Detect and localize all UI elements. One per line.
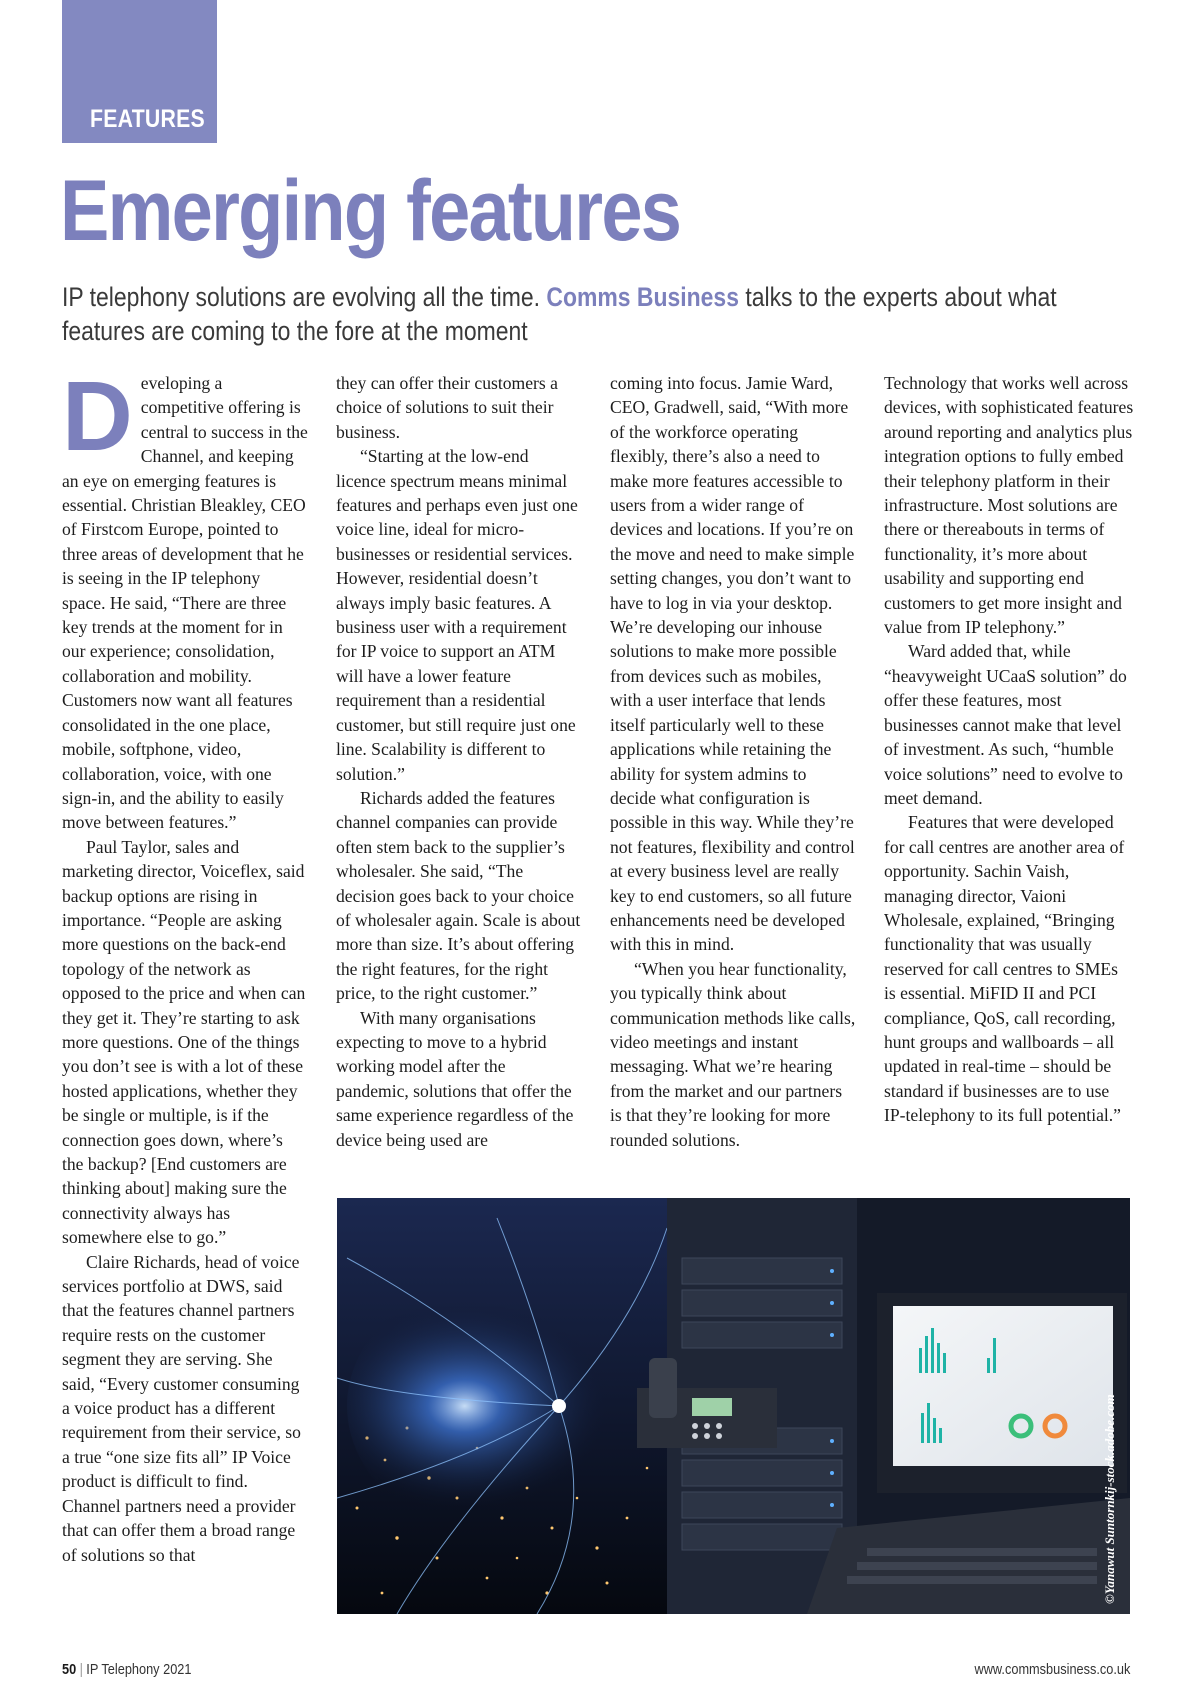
dropcap: D (62, 361, 133, 471)
website-url[interactable]: www.commsbusiness.co.uk (974, 1661, 1130, 1678)
photo-illustration (337, 1198, 1130, 1614)
article-column-2 (336, 371, 582, 1152)
article-paragraph: “When you hear functionality, you typically think about communication methods like calls, video meetings and instant messaging. What we’re hearing from the market and our partners is that they’re looking for more rounded solutions. (610, 958, 856, 1150)
article-column-1 (62, 361, 308, 1567)
standfirst-text-end: talks to the experts about what features are coming to the fore at the moment (62, 282, 1057, 346)
phone-display (692, 1398, 732, 1416)
photo-credit: ©Yanawut Suntornkij-stock.adobe.com (1102, 1394, 1117, 1604)
article-paragraph: Richards added the features channel companies can provide often stem back to the supplier’s wholesaler. She said, “The decision goes back to your choice of wholesaler again. Scale is about more than size. It’s about offering the right features, for the right price, to the right customer.” (336, 787, 581, 1004)
headline: Emerging features (60, 163, 681, 259)
standfirst (62, 280, 1116, 348)
publication-name: IP Telephony 2021 (86, 1661, 192, 1678)
standfirst-text-start: IP telephony solutions are evolving all the time. (62, 282, 547, 312)
page-footer-left (62, 1661, 191, 1678)
article-paragraph: Ward added that, while “heavyweight UCaaS solution” do offer these features, most businesses cannot make that level of investment. As such, “humble voice solutions” need to evolve to meet demand. (884, 641, 1127, 808)
network-hub (552, 1399, 566, 1413)
page-number: 50 (62, 1661, 77, 1678)
footer-separator: | (79, 1661, 83, 1678)
section-tag (62, 0, 217, 143)
article-paragraph: they can offer their customers a choice of solutions to suit their business. (336, 373, 558, 442)
article-paragraph: With many organisations expecting to move to a hybrid working model after the pandemic, solutions that offer the same experience regardless of the device being used are (336, 1007, 574, 1150)
article-paragraph: coming into focus. Jamie Ward, CEO, Gradwell, said, “With more of the workforce operating flexibly, there’s also a need to make more features accessible to users from a wider range of devices and locations. If you’re on the move and need to make simple setting changes, you don’t want to have to log in via your desktop. We’re developing our inhouse solutions to make more possible from devices such as mobiles, with a user interface that lends itself particularly well to these applications while retaining the ability for system admins to decide what configuration is possible in this way. While they’re not features, flexibility and control at every business level are really key to end customers, so all future enhancements need be developed with this in mind. (610, 373, 855, 955)
section-label: FEATURES (90, 105, 205, 133)
article-paragraph: Features that were developed for call centres are another area of opportunity. Sachin Vaish, managing director, Vaioni Wholesale, explained, “Bringing functionality that was usually reserved for call centres to SMEs is essential. MiFID II and PCI compliance, QoS, call recording, hunt groups and wallboards – all updated in real-time – should be standard if businesses are to use IP-telephony to its full potential.” (884, 812, 1125, 1126)
phone-handset (649, 1358, 677, 1418)
article-column-4 (884, 371, 1134, 1128)
article-paragraph: eveloping a competitive offering is central to success in the Channel, and keeping an eye on emerging features is essential. Christian Bleakley, CEO of Firstcom Europe, pointed to three areas of development that he is seeing in the IP telephony space. He said, “There are three key trends at the moment for in our experience; consolidation, collaboration and mobility. Customers now want all features consolidated in the one place, mobile, softphone, video, collaboration, voice, with one sign-in, and the ability to easily move between features.” (62, 373, 308, 833)
keyboard-keys (847, 1548, 1097, 1584)
monitor-screen (893, 1306, 1113, 1466)
article-paragraph: Paul Taylor, sales and marketing director, Voiceflex, said backup options are rising in importance. “People are asking more questions on the back-end topology of the network as opposed to the price and when can they get it. They’re starting to ask more questions. One of the things you don’t see is with a lot of these hosted applications, whether they be single or multiple, is if the connection goes down, where’s the backup? [End customers are thinking about] making sure the connectivity always has somewhere else to go.” (62, 836, 306, 1248)
standfirst-brand: Comms Business (546, 282, 739, 312)
article-paragraph: Claire Richards, head of voice services portfolio at DWS, said that the features channel partners require rests on the customer segment they are serving. She said, “Every customer consuming a voice product has a different requirement from their service, so a true “one size fits all” IP Voice product is difficult to find. Channel partners need a provider that can offer them a broad range of solutions so that (62, 1251, 301, 1565)
article-paragraph: Technology that works well across devices, with sophisticated features around reporting and analytics plus integration options to fully embed their telephony platform in their infrastructure. Most solutions are there or thereabouts in terms of functionality, it’s more about usability and supporting end customers to get more insight and value from IP telephony.” (884, 373, 1134, 638)
article-column-3 (610, 371, 856, 1152)
article-paragraph: “Starting at the low-end licence spectrum means minimal features and perhaps even just one voice line, ideal for micro-businesses or residential services. However, residential doesn’t always imply basic features. A business user with a requirement for IP voice to support an ATM will have a lower feature requirement than a residential customer, but still require just one line. Scalability is different to solution.” (336, 446, 578, 784)
server-room-photo (337, 1198, 1130, 1614)
